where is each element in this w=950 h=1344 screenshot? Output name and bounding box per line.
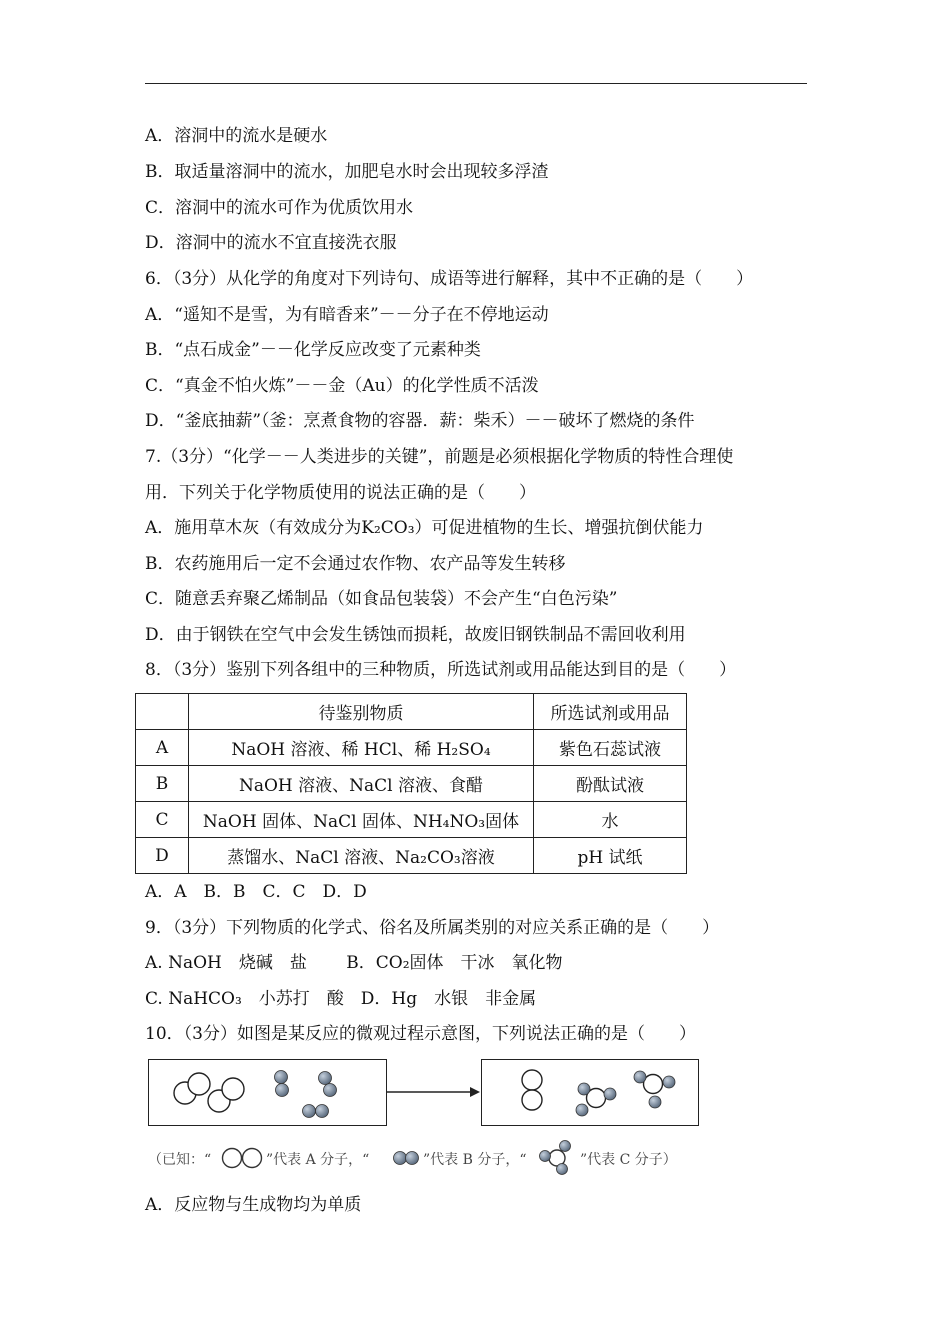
table-cell: pH 试纸 (534, 838, 687, 874)
table-cell: 水 (534, 802, 687, 838)
table-header-cell: 待鉴别物质 (189, 694, 534, 730)
legend-text-3: ”代表 B 分子，“ (423, 1152, 527, 1168)
q5-option-a: A．溶洞中的流水是硬水 (145, 126, 328, 146)
products-box (481, 1059, 699, 1126)
q9-options-ab: A. NaOH 烧碱 盐 B．CO₂固体 干冰 氧化物 (145, 953, 563, 973)
c-molecule (576, 1083, 616, 1116)
q8-options: A．A B．B C．C D．D (145, 882, 367, 902)
b-molecule (303, 1105, 329, 1118)
q7-option-d: D．由于钢铁在空气中会发生锈蚀而损耗，故废旧钢铁制品不需回收利用 (145, 625, 686, 645)
q7-stem-line2: 用．下列关于化学物质使用的说法正确的是（ ） (145, 483, 536, 503)
table-cell: 蒸馏水、NaCl 溶液、Na₂CO₃溶液 (189, 838, 534, 874)
table-cell: 酚酞试液 (534, 766, 687, 802)
q6-stem: 6．（3分）从化学的角度对下列诗句、成语等进行解释，其中不正确的是（ ） (145, 269, 754, 289)
b-molecule-legend-icon (391, 1149, 423, 1167)
table-row (136, 802, 687, 838)
q7-option-b: B．农药施用后一定不会通过农作物、农产品等发生转移 (145, 554, 566, 574)
table-cell: B (136, 766, 189, 802)
q6-option-a: A．“遥知不是雪，为有暗香来”－－分子在不停地运动 (145, 305, 549, 325)
q6-option-d: D．“釜底抽薪”（釜：烹煮食物的容器．薪：柴禾）－－破坏了燃烧的条件 (145, 411, 695, 431)
top-rule (145, 83, 807, 84)
table-header-row (136, 694, 687, 730)
table-row (136, 766, 687, 802)
q10-option-a: A．反应物与生成物均为单质 (145, 1195, 362, 1215)
q9-stem: 9．（3分）下列物质的化学式、俗名及所属类别的对应关系正确的是（ ） (145, 918, 720, 938)
table-header-cell (136, 694, 189, 730)
q5-option-c: C．溶洞中的流水可作为优质饮用水 (145, 198, 414, 218)
table-cell: A (136, 730, 189, 766)
c-molecule-legend-icon (536, 1139, 580, 1175)
table-cell: C (136, 802, 189, 838)
a-molecule (174, 1073, 210, 1104)
reactant-molecules (149, 1060, 386, 1125)
q7-option-c: C．随意丢弃聚乙烯制品（如食品包装袋）不会产生“白色污染” (145, 589, 618, 609)
product-molecules (482, 1060, 698, 1125)
q10-stem: 10．（3分）如图是某反应的微观过程示意图，下列说法正确的是（ ） (145, 1024, 696, 1044)
q6-option-c: C．“真金不怕火炼”－－金（Au）的化学性质不活泼 (145, 376, 539, 396)
reactants-box (148, 1059, 387, 1126)
a-molecule (208, 1078, 244, 1112)
table-cell: D (136, 838, 189, 874)
table-cell: NaOH 溶液、NaCl 溶液、食醋 (189, 766, 534, 802)
legend-text-4: ”代表 C 分子） (580, 1152, 677, 1168)
legend-text-2: ”代表 A 分子，“ (266, 1152, 370, 1168)
a-molecule (522, 1070, 542, 1110)
q8-table (135, 693, 687, 874)
a-molecule-legend-icon (220, 1146, 266, 1170)
table-cell: 紫色石蕊试液 (534, 730, 687, 766)
table-header-cell: 所选试剂或用品 (534, 694, 687, 730)
b-molecule (275, 1071, 289, 1097)
table-cell: NaOH 溶液、稀 HCl、稀 H₂SO₄ (189, 730, 534, 766)
q7-stem-line1: 7.（3分）“化学－－人类进步的关键”，前题是必须根据化学物质的特性合理使 (145, 447, 734, 467)
b-molecule (319, 1072, 337, 1097)
q7-option-a: A．施用草木灰（有效成分为K₂CO₃）可促进植物的生长、增强抗倒伏能力 (145, 518, 704, 538)
q5-option-d: D．溶洞中的流水不宜直接洗衣服 (145, 233, 397, 253)
legend-text-1: （已知：“ (148, 1152, 212, 1168)
c-molecule (634, 1071, 675, 1108)
diagram-legend (148, 1143, 708, 1173)
q6-option-b: B．“点石成金”－－化学反应改变了元素种类 (145, 340, 481, 360)
table-cell: NaOH 固体、NaCl 固体、NH₄NO₃固体 (189, 802, 534, 838)
q5-option-b: B．取适量溶洞中的流水，加肥皂水时会出现较多浮渣 (145, 162, 549, 182)
table-row (136, 838, 687, 874)
q8-stem: 8．（3分）鉴别下列各组中的三种物质，所选试剂或用品能达到目的是（ ） (145, 660, 737, 680)
q9-options-cd: C. NaHCO₃ 小苏打 酸 D．Hg 水银 非金属 (145, 989, 537, 1009)
table-row (136, 730, 687, 766)
arrow-icon (386, 1082, 482, 1102)
